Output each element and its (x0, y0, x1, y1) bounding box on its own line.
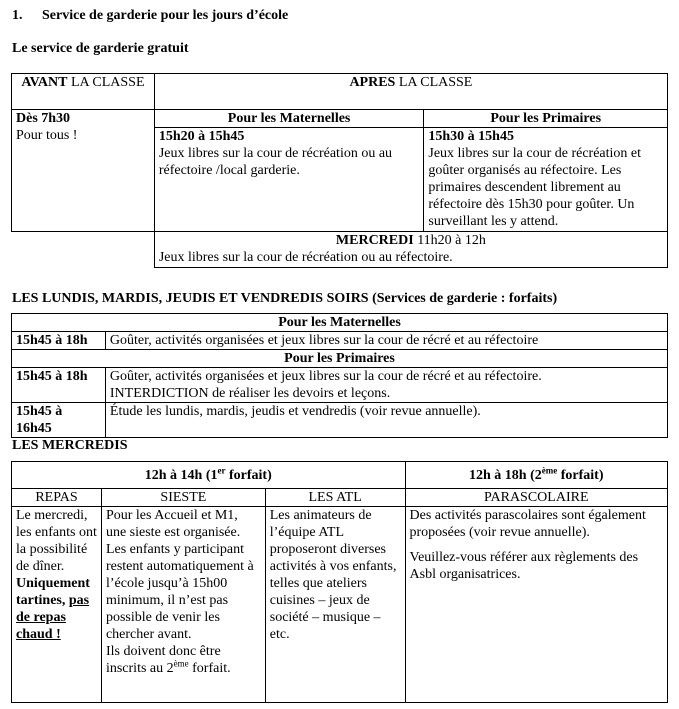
evenings-primaires-header: Pour les Primaires (12, 350, 668, 368)
free-service-heading: Le service de garderie gratuit (12, 41, 189, 56)
before-class-cell: Dès 7h30 Pour tous ! (12, 110, 155, 232)
wednesdays-table (11, 461, 668, 703)
evenings-maternelles-time: 15h45 à 18h (12, 332, 106, 350)
forfait2-header: 12h à 18h (2ème forfait) (405, 462, 667, 489)
free-service-table (11, 73, 668, 268)
col-sieste: SIESTE (101, 489, 265, 507)
forfait1-header: 12h à 14h (1er forfait) (12, 462, 406, 489)
evenings-maternelles-header: Pour les Maternelles (12, 314, 668, 332)
atl-cell: Les animateurs de l’équipe ATL proposeront diverses activités à vos enfants, telles que ateliers cuisines – jeux de société – musique – etc. (265, 507, 405, 703)
evenings-maternelles-text: Goûter, activités organisées et jeux libres sur la cour de récré et au réfectoire (105, 332, 667, 350)
sieste-cell: Pour les Accueil et M1, une sieste est organisée. Les enfants y participant restent automatiquement à l’école jusqu’à 15h00 minimum, il n’est pas possible de venir les chercher avant. Ils doivent donc être inscrits au 2ème forfait. (101, 507, 265, 703)
section-number: 1. (12, 8, 23, 23)
evenings-primaires-time: 15h45 à 18h (12, 368, 106, 403)
col-repas: REPAS (12, 489, 102, 507)
evenings-primaires-text: Goûter, activités organisées et jeux libres sur la cour de récré et au réfectoire. INTERDICTION de réaliser les devoirs et leçons. (105, 368, 667, 403)
maternelles-cell: 15h20 à 15h45 Jeux libres sur la cour de récréation ou au réfectoire /local garderie. (154, 128, 424, 232)
maternelles-header: Pour les Maternelles (154, 110, 424, 128)
primaires-header: Pour les Primaires (424, 110, 668, 128)
evenings-table (11, 313, 668, 438)
after-class-header: APRES LA CLASSE (154, 74, 667, 110)
section-title (12, 7, 288, 24)
wednesday-cell: MERCREDI 11h20 à 12h Jeux libres sur la cour de récréation ou au réfectoire. (154, 232, 667, 268)
study-text: Étude les lundis, mardis, jeudis et vendredis (voir revue annuelle). (105, 403, 667, 438)
col-atl: LES ATL (265, 489, 405, 507)
col-parascolaire: PARASCOLAIRE (405, 489, 667, 507)
wednesdays-heading: LES MERCREDIS (12, 438, 128, 453)
before-class-header: AVANT LA CLASSE (12, 74, 155, 110)
primaires-cell: 15h30 à 15h45 Jeux libres sur la cour de récréation et goûter organisés au réfectoire. Les primaires descendent librement au réfectoire dès 15h30 pour goûter. Un surveillant les y attend. (424, 128, 668, 232)
evenings-heading: LES LUNDIS, MARDIS, JEUDIS ET VENDREDIS SOIRS (Services de garderie : forfaits) (12, 291, 558, 306)
parascolaire-cell: Des activités parascolaires sont également proposées (voir revue annuelle). Veuillez-vous référer aux règlements des Asbl organisatrices. (405, 507, 667, 703)
study-time: 15h45 à 16h45 (12, 403, 106, 438)
empty-cell (12, 232, 155, 268)
section-title-text: Service de garderie pour les jours d’école (42, 8, 289, 23)
repas-cell: Le mercredi, les enfants ont la possibilité de dîner. Uniquement tartines, pas de repas chaud ! (12, 507, 102, 703)
